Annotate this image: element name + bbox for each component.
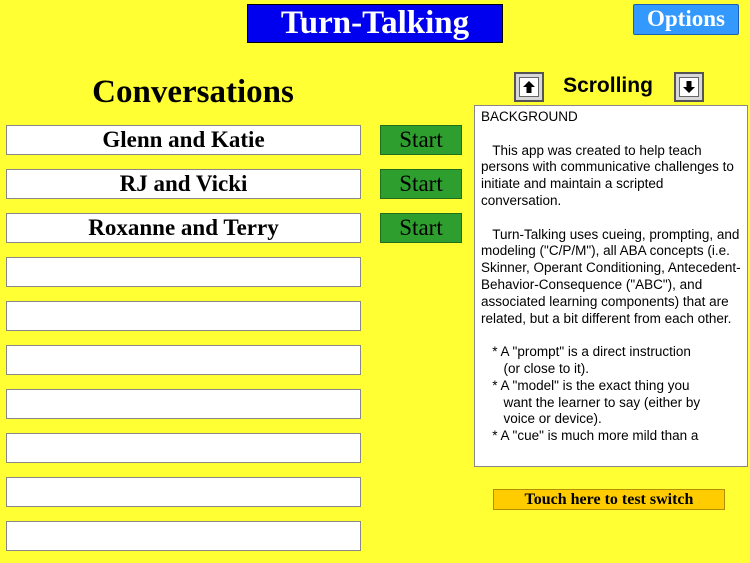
conversation-row[interactable] — [6, 257, 361, 287]
conversation-row[interactable] — [6, 389, 361, 419]
conversations-heading: Conversations — [92, 74, 294, 110]
arrow-up-icon — [522, 80, 536, 94]
background-text-panel[interactable]: BACKGROUND This app was created to help teach persons with communicative challenges to initiate and maintain a scripted conversation. Turn-Talking uses cueing, prompting, and modeling ("C/P/M"), all ABA concepts (i.e. Skinner, Operant Conditioning, Antecedent-Behavior-Consequence ("ABC"), and associated learning components) that are related, but a bit different from each other. * A "prompt" is a direct instruction (or close to it). * A "model" is the exact thing you want the learner to say (either by voice or device). * A "cue" is much more mild than a — [474, 105, 748, 467]
conversation-row[interactable] — [6, 477, 361, 507]
conversation-row[interactable]: Roxanne and Terry — [6, 213, 361, 243]
app-title: Turn-Talking — [247, 4, 503, 43]
conversation-row[interactable] — [6, 433, 361, 463]
conversation-row[interactable] — [6, 301, 361, 331]
start-button-roxanne-terry[interactable]: Start — [380, 213, 462, 243]
options-button[interactable]: Options — [633, 4, 739, 35]
conversation-row[interactable] — [6, 521, 361, 551]
start-button-glenn-katie[interactable]: Start — [380, 125, 462, 155]
conversation-row[interactable] — [6, 345, 361, 375]
start-button-rj-vicki[interactable]: Start — [380, 169, 462, 199]
arrow-down-icon — [682, 80, 696, 94]
scroll-down-button[interactable] — [674, 72, 704, 102]
conversation-row[interactable]: RJ and Vicki — [6, 169, 361, 199]
test-switch-button[interactable]: Touch here to test switch — [493, 489, 725, 510]
conversation-row[interactable]: Glenn and Katie — [6, 125, 361, 155]
scroll-up-button[interactable] — [514, 72, 544, 102]
scrolling-label: Scrolling — [563, 74, 653, 97]
